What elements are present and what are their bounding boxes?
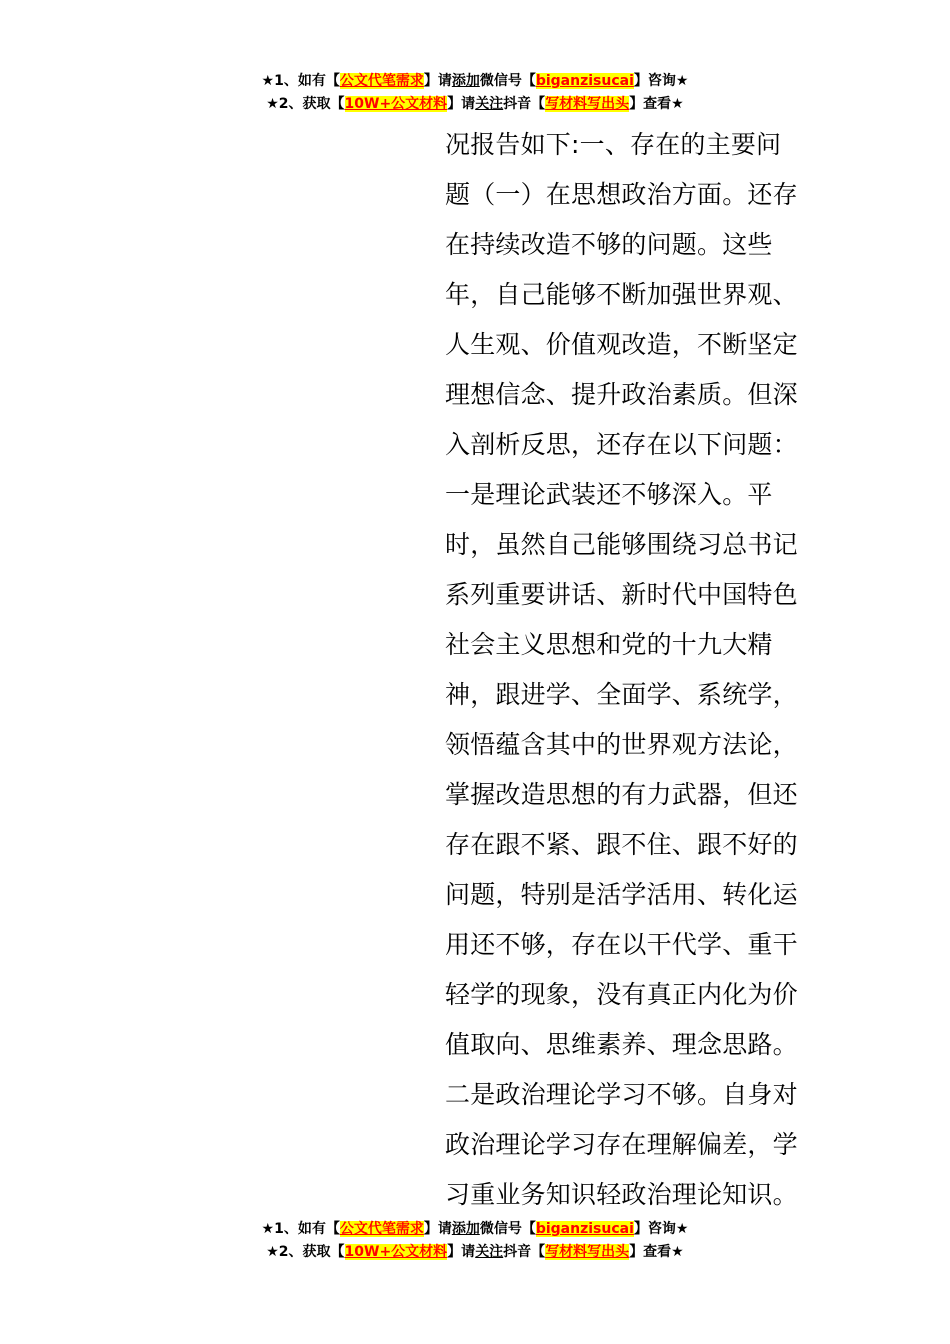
banner-highlight: biganzisucai bbox=[535, 1221, 634, 1237]
body-line: 领悟蕴含其中的世界观方法论， bbox=[445, 730, 798, 759]
banner-highlight: 公文代笔需求 bbox=[339, 73, 424, 89]
banner-text: ★1、如有【 bbox=[261, 73, 340, 89]
banner-highlight: biganzisucai bbox=[535, 73, 634, 89]
body-line: 值取向、思维素养、理念思路。 bbox=[445, 1030, 798, 1059]
body-line: 况报告如下:一、存在的主要问 bbox=[445, 130, 782, 159]
banner-text: ★1、如有【 bbox=[261, 1221, 340, 1237]
body-line: 系列重要讲话、新时代中国特色 bbox=[445, 580, 798, 609]
body-line: 人生观、价值观改造，不断坚定 bbox=[445, 330, 798, 359]
banner-text: 抖音【 bbox=[503, 1244, 546, 1260]
banner-text: 】查看★ bbox=[629, 96, 684, 112]
banner-line-2 bbox=[0, 1241, 950, 1264]
body-line: 政治理论学习存在理解偏差，学 bbox=[445, 1130, 798, 1159]
banner-underline: 添加 bbox=[451, 1221, 480, 1237]
body-line: 年，自己能够不断加强世界观、 bbox=[445, 280, 798, 309]
body-line: 问题，特别是活学活用、转化运 bbox=[445, 880, 798, 909]
banner-text: 】咨询★ bbox=[633, 73, 689, 89]
body-line: 题（一）在思想政治方面。还存 bbox=[445, 180, 798, 209]
banner-text: 】请 bbox=[423, 73, 452, 89]
body-line: 神，跟进学、全面学、系统学， bbox=[445, 680, 798, 709]
body-line: 入剖析反思，还存在以下问题： bbox=[445, 430, 798, 459]
body-line: 掌握改造思想的有力武器，但还 bbox=[445, 780, 798, 809]
banner-highlight: 10W+公文材料 bbox=[344, 1244, 448, 1260]
banner-highlight: 10W+公文材料 bbox=[344, 96, 448, 112]
banner-text: ★2、获取【 bbox=[266, 96, 345, 112]
body-line: 二是政治理论学习不够。自身对 bbox=[445, 1080, 798, 1109]
body-line: 习重业务知识轻政治理论知识。 bbox=[445, 1180, 798, 1209]
banner-line-2 bbox=[0, 93, 950, 116]
banner-underline: 关注 bbox=[475, 96, 504, 112]
body-line: 轻学的现象，没有真正内化为价 bbox=[445, 980, 798, 1009]
body-line: 社会主义思想和党的十九大精 bbox=[445, 630, 773, 659]
body-line: 时，虽然自己能够围绕习总书记 bbox=[445, 530, 798, 559]
banner-text: ★2、获取【 bbox=[266, 1244, 345, 1260]
banner-text: 微信号【 bbox=[479, 73, 536, 89]
banner-text: 微信号【 bbox=[479, 1221, 536, 1237]
banner-text: 】查看★ bbox=[629, 1244, 684, 1260]
banner-underline: 关注 bbox=[475, 1244, 504, 1260]
body-line: 一是理论武装还不够深入。平 bbox=[445, 480, 773, 509]
banner-text: 】咨询★ bbox=[633, 1221, 689, 1237]
banner-text: 抖音【 bbox=[503, 96, 546, 112]
banner-highlight: 公文代笔需求 bbox=[339, 1221, 424, 1237]
body-line: 用还不够，存在以干代学、重干 bbox=[445, 930, 798, 959]
banner-highlight: 写材料写出头 bbox=[545, 1244, 630, 1260]
footer-banner bbox=[0, 1218, 950, 1264]
body-line: 理想信念、提升政治素质。但深 bbox=[445, 380, 798, 409]
banner-highlight: 写材料写出头 bbox=[545, 96, 630, 112]
banner-underline: 添加 bbox=[451, 73, 480, 89]
banner-text: 】请 bbox=[423, 1221, 452, 1237]
document-body bbox=[445, 120, 815, 1220]
body-line: 存在跟不紧、跟不住、跟不好的 bbox=[445, 830, 798, 859]
banner-text: 】请 bbox=[447, 1244, 476, 1260]
header-banner bbox=[0, 70, 950, 116]
banner-line-1 bbox=[0, 1218, 950, 1241]
banner-text: 】请 bbox=[447, 96, 476, 112]
banner-line-1 bbox=[0, 70, 950, 93]
body-line: 在持续改造不够的问题。这些 bbox=[445, 230, 773, 259]
